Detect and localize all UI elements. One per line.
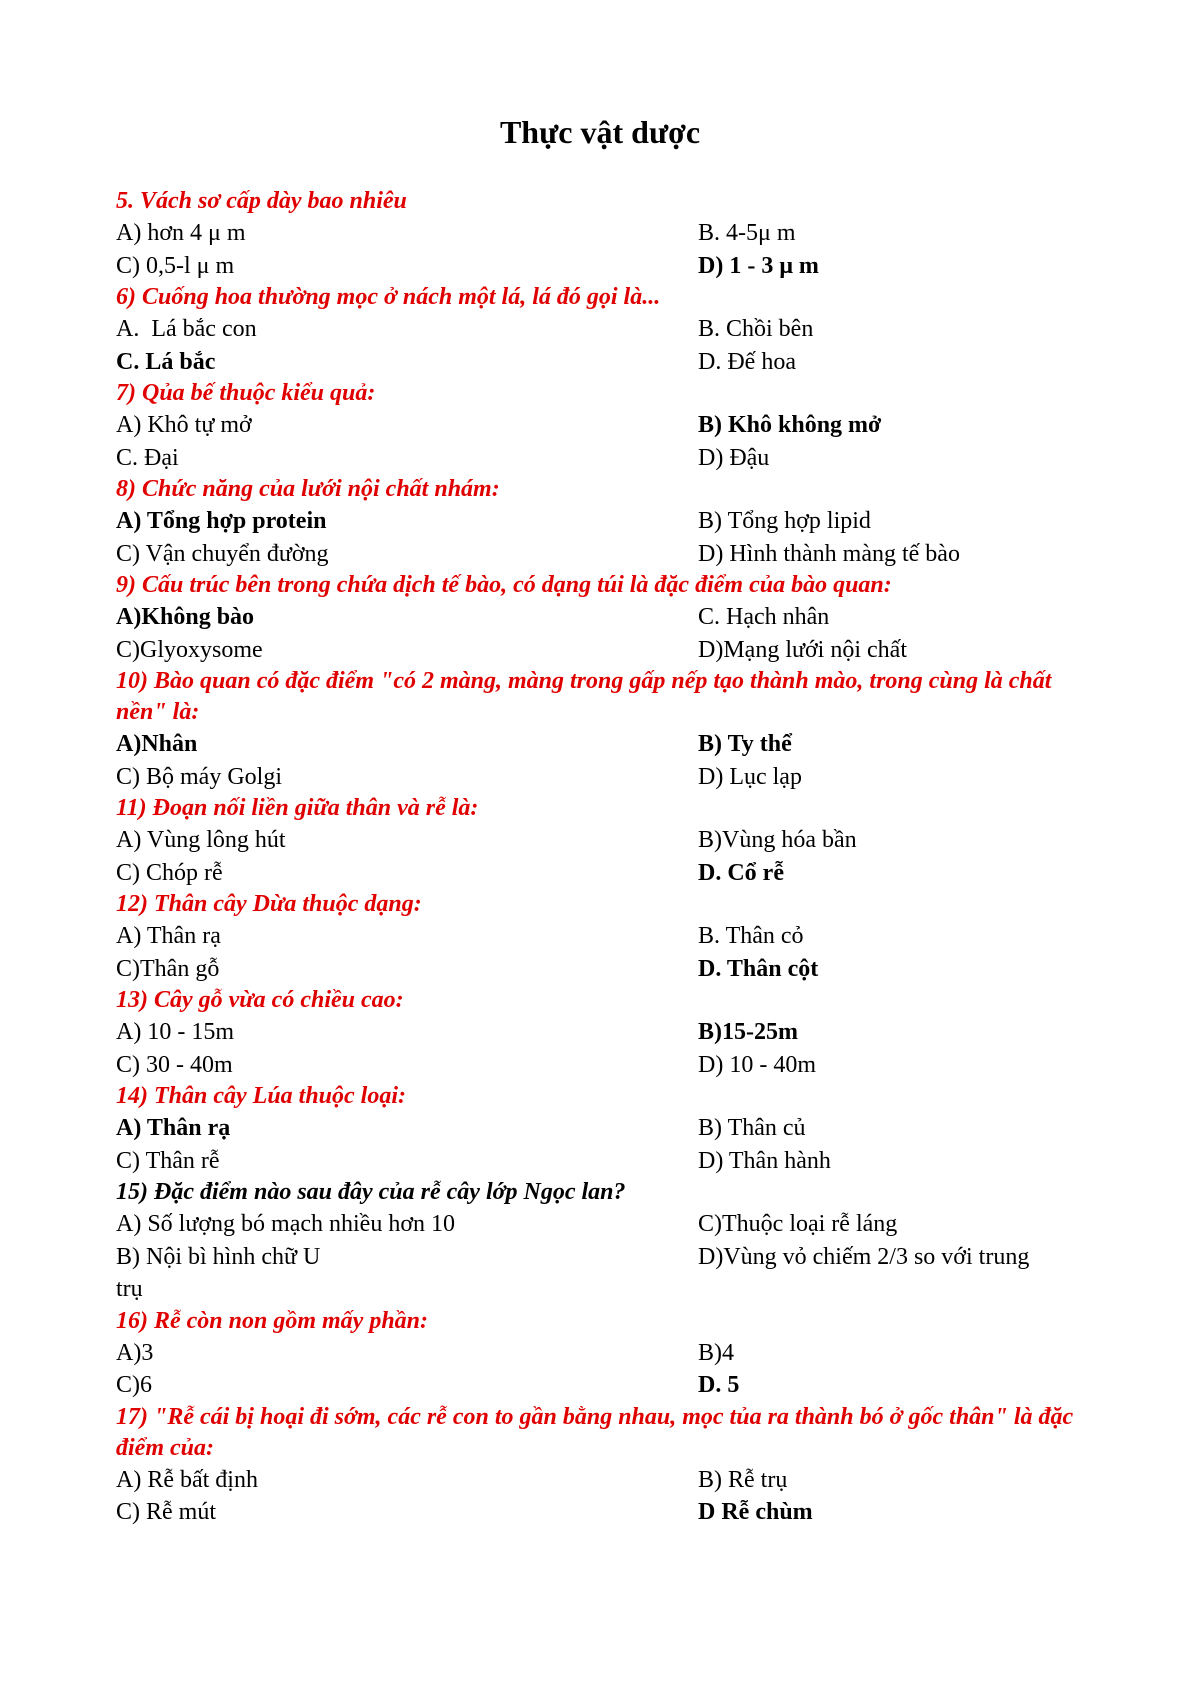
question-block <box>116 889 1106 985</box>
question-text: 16) Rễ còn non gồm mấy phần: <box>116 1307 429 1334</box>
answer-option: B) Rễ trụ <box>698 1466 788 1493</box>
answer-option: C)Thân gỗ <box>116 955 220 982</box>
answer-option: C) 0,5-l μ m <box>116 252 235 279</box>
answer-option-correct: B) Khô không mở <box>698 412 882 438</box>
answer-option-correct: B)15-25m <box>698 1019 798 1045</box>
answer-option: A) hơn 4 μ m <box>116 220 246 246</box>
answer-option-correct: A) Tổng hợp protein <box>116 508 327 534</box>
answer-option: A) Khô tự mở <box>116 412 252 438</box>
answer-option: C. Đại <box>116 444 179 471</box>
question-block <box>116 474 1106 570</box>
answer-option: C) Vận chuyển đường <box>116 540 329 567</box>
answer-options <box>116 920 1106 985</box>
answer-option: C)Thuộc loại rễ láng <box>698 1211 898 1237</box>
question-text: 14) Thân cây Lúa thuộc loại: <box>116 1083 407 1109</box>
answer-options <box>116 313 1106 378</box>
question-text: 13) Cây gỗ vừa có chiều cao: <box>116 987 404 1013</box>
answer-options <box>116 824 1106 889</box>
question-block <box>116 1081 1106 1177</box>
question-text: 17) "Rễ cái bị hoại đi sớm, các rễ con to gần bằng nhau, mọc tủa ra thành bó ở gốc thân" là đặc điểm của: <box>116 1403 1074 1461</box>
answer-options <box>116 217 1106 282</box>
answer-option-correct: D. Thân cột <box>698 955 819 982</box>
answer-option-correct: D. Cổ rễ <box>698 859 784 886</box>
answer-option: B. Chồi bên <box>698 316 814 342</box>
answer-option: C) Rễ mút <box>116 1499 216 1525</box>
answer-option: B. 4-5μ m <box>698 220 796 246</box>
answer-option: B)4 <box>698 1339 734 1366</box>
answer-option: D) Hình thành màng tế bào <box>698 540 960 567</box>
question-text: 11) Đoạn nối liền giữa thân và rễ là: <box>116 795 479 821</box>
answer-option-correct: C. Lá bắc <box>116 348 216 375</box>
question-block <box>116 282 1106 378</box>
answer-option: C) Chóp rễ <box>116 859 223 886</box>
answer-option: C. Hạch nhân <box>698 604 830 630</box>
answer-option: A) Vùng lông hút <box>116 827 286 853</box>
question-block <box>116 793 1106 889</box>
answer-option: D. Đế hoa <box>698 348 796 375</box>
answer-option: B) Nội bì hình chữ U trụ <box>116 1243 321 1302</box>
question-block <box>116 985 1106 1081</box>
answer-option: B) Tổng hợp lipid <box>698 508 871 534</box>
question-block <box>116 570 1106 666</box>
question-text: 12) Thân cây Dừa thuộc dạng: <box>116 891 422 917</box>
question-block <box>116 666 1106 793</box>
answer-option-correct: D. 5 <box>698 1372 740 1398</box>
answer-option: D) Lục lạp <box>698 763 802 790</box>
question-text: 8) Chức năng của lưới nội chất nhám: <box>116 476 500 502</box>
answer-options <box>116 1016 1106 1081</box>
question-block <box>116 186 1106 282</box>
answer-option: D) Đậu <box>698 444 770 471</box>
answer-option-correct: D) 1 - 3 μ m <box>698 252 819 279</box>
answer-options <box>116 728 1106 793</box>
answer-option: A) Rễ bất định <box>116 1466 258 1493</box>
answer-option-correct: A)Nhân <box>116 731 198 757</box>
answer-options <box>116 1208 1106 1306</box>
answer-options <box>116 1112 1106 1177</box>
question-block <box>116 1177 1106 1306</box>
question-block <box>116 1306 1106 1402</box>
answer-option: C) 30 - 40m <box>116 1051 233 1078</box>
answer-option: A) 10 - 15m <box>116 1019 234 1045</box>
question-text: 6) Cuống hoa thường mọc ở nách một lá, lá đó gọi là... <box>116 284 661 310</box>
question-block <box>116 1402 1106 1529</box>
answer-options <box>116 505 1106 570</box>
answer-options <box>116 1464 1106 1529</box>
question-text: 10) Bào quan có đặc điểm "có 2 màng, màng trong gấp nếp tạo thành mào, trong cùng là chất nền" là: <box>116 668 1052 725</box>
answer-option: A) Số lượng bó mạch nhiều hơn 10 <box>116 1211 456 1237</box>
answer-option: C)6 <box>116 1372 152 1398</box>
answer-option-correct: D Rễ chùm <box>698 1499 813 1525</box>
answer-option: A. Lá bắc con <box>116 316 257 342</box>
answer-option: B. Thân cỏ <box>698 923 804 949</box>
answer-option: B)Vùng hóa bần <box>698 827 857 853</box>
question-text: 5. Vách sơ cấp dày bao nhiêu <box>116 188 407 214</box>
answer-option: D)Mạng lưới nội chất <box>698 636 907 663</box>
answer-option: C) Thân rễ <box>116 1147 220 1174</box>
answer-options <box>116 1337 1106 1402</box>
answer-option: D) Thân hành <box>698 1147 831 1174</box>
answer-option-correct: A) Thân rạ <box>116 1115 231 1141</box>
question-text: 7) Qủa bế thuộc kiểu quả: <box>116 380 376 406</box>
answer-option: C) Bộ máy Golgi <box>116 763 282 790</box>
answer-option: C)Glyoxysome <box>116 636 263 663</box>
answer-option: B) Thân củ <box>698 1115 806 1141</box>
answer-option: A)3 <box>116 1339 154 1366</box>
answer-option: A) Thân rạ <box>116 923 221 949</box>
answer-option: D) 10 - 40m <box>698 1051 816 1078</box>
question-text: 15) Đặc điểm nào sau đây của rễ cây lớp Ngọc lan? <box>116 1179 626 1205</box>
answer-option-correct: B) Ty thể <box>698 731 792 757</box>
answer-options <box>116 409 1106 474</box>
question-block <box>116 378 1106 474</box>
answer-options <box>116 601 1106 666</box>
question-list <box>116 186 1106 1529</box>
answer-option-correct: A)Không bào <box>116 604 255 630</box>
page-title: Thực vật dược <box>499 114 701 150</box>
question-text: 9) Cấu trúc bên trong chứa dịch tế bào, có dạng túi là đặc điểm của bào quan: <box>116 572 892 598</box>
answer-option: D)Vùng vỏ chiếm 2/3 so với trung <box>698 1243 1030 1270</box>
